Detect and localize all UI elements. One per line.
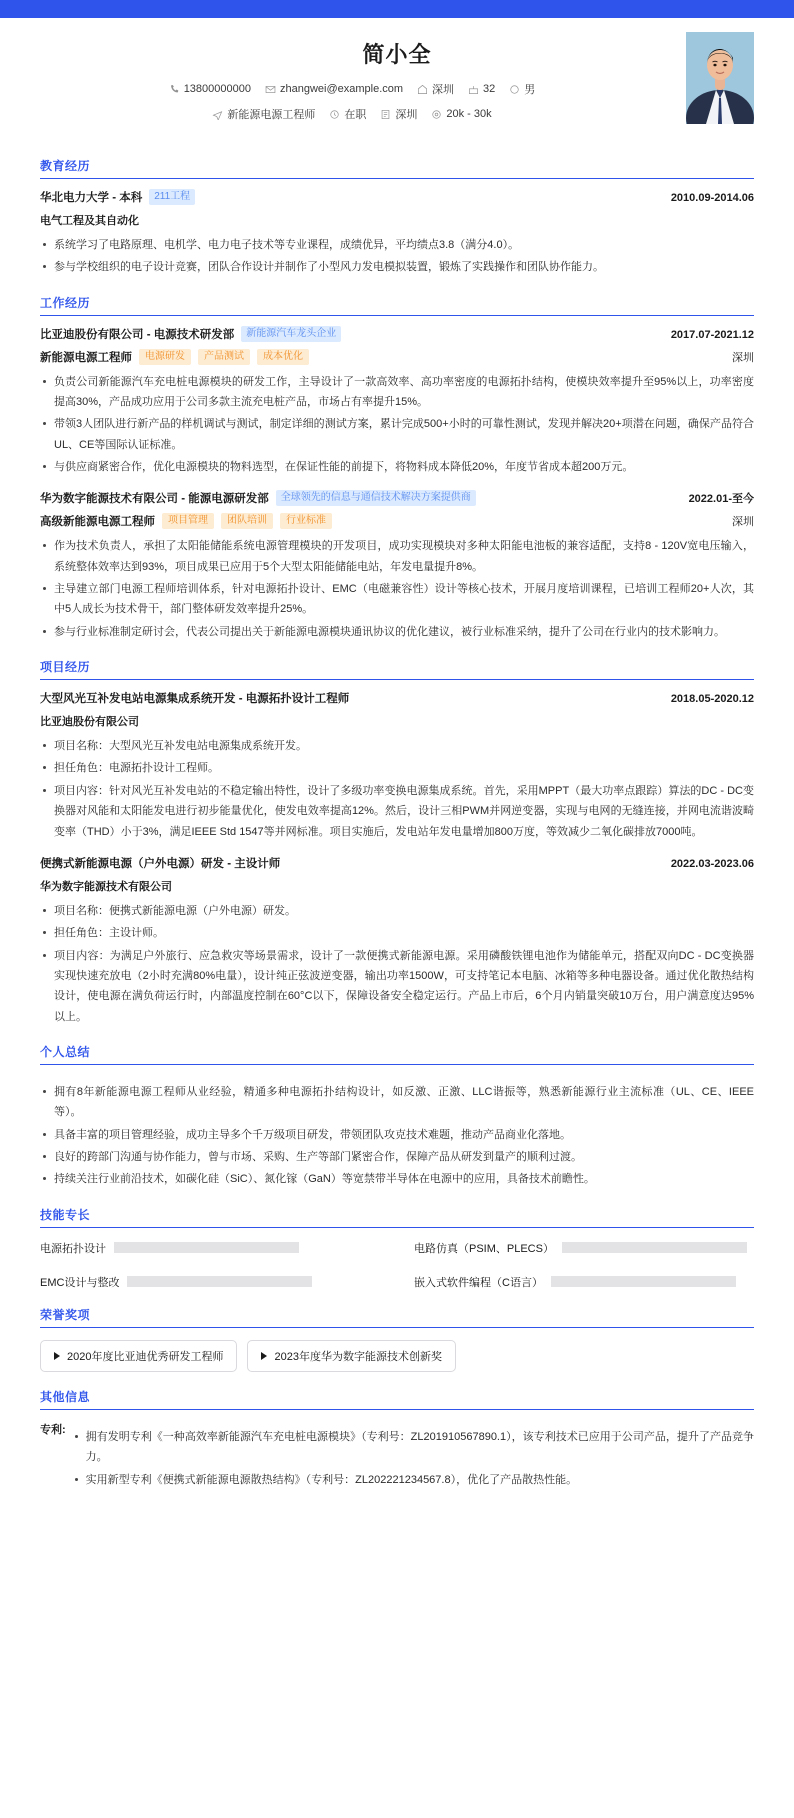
skill-item xyxy=(40,1240,380,1256)
work-location: 深圳 xyxy=(732,516,754,529)
other-info-row xyxy=(40,1410,754,1494)
list-item: 持续关注行业前沿技术，如碳化硅（SiC）、氮化镓（GaN）等宽禁带半导体在电源中的应用，具备技术前瞻性。 xyxy=(40,1169,754,1189)
skill-label: 电源拓扑设计 xyxy=(40,1242,106,1255)
job-status xyxy=(329,106,366,122)
skill-progress-track xyxy=(562,1242,747,1253)
list-item: 拥有发明专利《一种高效率新能源汽车充电桩电源模块》（专利号：ZL201910567890.1），该专利技术已应用于公司产品，提升了产品竞争力。 xyxy=(72,1427,754,1468)
work-company-tag: 新能源汽车龙头企业 xyxy=(241,326,341,342)
work-company: 华为数字能源技术有限公司 - 能源电源研发部 xyxy=(40,493,269,506)
contact-hometown-text: 深圳 xyxy=(432,84,455,96)
skill-item xyxy=(40,1274,380,1290)
phone-icon xyxy=(169,84,180,95)
list-item: 具备丰富的项目管理经验，成功主导多个千万级项目研发，带领团队攻克技术难题，推动产品商业化落地。 xyxy=(40,1125,754,1145)
contact-gender xyxy=(509,81,535,97)
project-company: 比亚迪股份有限公司 xyxy=(40,716,139,729)
award-label: 2020年度比亚迪优秀研发工程师 xyxy=(67,1350,224,1363)
section-summary xyxy=(0,1043,794,1190)
award-chip[interactable] xyxy=(40,1340,237,1372)
desired-position-text: 新能源电源工程师 xyxy=(227,109,316,121)
list-item: 主导建立部门电源工程师培训体系，针对电源拓扑设计、EMC（电磁兼容性）设计等核心技术，开展月度培训课程，已培训工程师20+人次，其中5人成长为技术骨干，部门整体研发效率提升25%。 xyxy=(40,579,754,620)
section-title-other: 其他信息 xyxy=(40,1388,754,1410)
contact-age xyxy=(468,83,495,95)
work-bullets xyxy=(40,536,754,642)
project-entry xyxy=(40,855,754,1027)
list-item: 项目内容：针对风光互补发电站的不稳定输出特性，设计了多级功率变换电源集成系统。首先，采用MPPT（最大功率点跟踪）算法的DC - DC变换器对风能和太阳能发电进行初步能量优化，使发电效率提高12%。然后，设计三相PWM并网逆变器，实现与电网的无缝连接，并网电流谐波畸变率（THD）小于3%，满足IEEE Std 1547等并网标准。项目实施后，发电站年发电量增加800万度，等效减少二氧化碳排放7000吨。 xyxy=(40,781,754,842)
cake-icon xyxy=(468,84,479,95)
list-item: 担任角色：电源拓扑设计工程师。 xyxy=(40,758,754,778)
work-skill-tag: 行业标准 xyxy=(280,513,332,529)
project-date: 2018.05-2020.12 xyxy=(670,693,754,706)
section-awards xyxy=(0,1306,794,1372)
list-item: 参与行业标准制定研讨会，代表公司提出关于新能源电源模块通讯协议的优化建议，被行业标准采纳，提升了公司在行业内的技术影响力。 xyxy=(40,622,754,642)
status-icon xyxy=(329,109,340,120)
salary-icon xyxy=(431,109,442,120)
work-date: 2022.01-至今 xyxy=(688,493,754,506)
page-title: 简小全 xyxy=(362,42,432,67)
work-skill-tag: 电源研发 xyxy=(139,349,191,365)
skill-progress-track xyxy=(114,1242,299,1253)
work-company-tag: 全球领先的信息与通信技术解决方案提供商 xyxy=(276,490,476,506)
section-title-education: 教育经历 xyxy=(40,157,754,179)
skill-label: EMC设计与整改 xyxy=(40,1276,120,1289)
home-icon xyxy=(417,84,428,95)
list-item: 实用新型专利《便携式新能源电源散热结构》（专利号：ZL202221234567.8），优化了产品散热性能。 xyxy=(72,1470,754,1490)
skill-item xyxy=(414,1240,754,1256)
project-company: 华为数字能源技术有限公司 xyxy=(40,880,172,893)
contact-age-text: 32 xyxy=(483,83,496,95)
list-item: 与供应商紧密合作，优化电源模块的物料选型，在保证性能的前提下，将物料成本降低20%，年度节省成本超200万元。 xyxy=(40,457,754,477)
work-role: 高级新能源电源工程师 xyxy=(40,516,155,529)
section-other xyxy=(0,1388,794,1494)
work-skill-tag: 项目管理 xyxy=(162,513,214,529)
expected-salary xyxy=(431,108,491,120)
desired-city xyxy=(380,106,417,122)
education-school: 华北电力大学 - 本科 xyxy=(40,192,143,204)
education-bullets xyxy=(40,235,754,278)
work-skill-tag: 团队培训 xyxy=(221,513,273,529)
project-title: 便携式新能源电源（户外电源）研发 - 主设计师 xyxy=(40,857,281,870)
desired-position xyxy=(212,106,315,122)
list-item: 带领3人团队进行新产品的样机调试与测试，制定详细的测试方案，累计完成500+小时的可靠性测试，发现并解决20+项潜在问题，确保产品符合UL、CE等国际认证标准。 xyxy=(40,414,754,455)
list-item: 项目名称：便携式新能源电源（户外电源）研发。 xyxy=(40,901,754,921)
avatar xyxy=(686,32,754,124)
play-triangle-icon xyxy=(261,1352,267,1360)
section-title-work: 工作经历 xyxy=(40,294,754,316)
work-skill-tag: 产品测试 xyxy=(198,349,250,365)
skill-label: 电路仿真（PSIM、PLECS） xyxy=(414,1242,554,1255)
skill-label: 嵌入式软件编程（C语言） xyxy=(414,1276,543,1289)
other-info-label: 专利: xyxy=(40,1423,66,1436)
contact-gender-text: 男 xyxy=(524,84,536,96)
section-title-awards: 荣誉奖项 xyxy=(40,1306,754,1328)
resume-header xyxy=(0,18,794,141)
desired-city-text: 深圳 xyxy=(395,109,418,121)
list-item: 负责公司新能源汽车充电桩电源模块的研发工作，主导设计了一款高效率、高功率密度的电源拓扑结构，使模块效率提升至95%以上，功率密度提高30%，产品成功应用于公司多款主流充电桩产品，市场占有率提升15%。 xyxy=(40,372,754,413)
city-icon xyxy=(380,109,391,120)
work-role: 新能源电源工程师 xyxy=(40,351,132,364)
education-major: 电气工程及其自动化 xyxy=(40,215,139,227)
work-entry xyxy=(40,490,754,642)
list-item: 良好的跨部门沟通与协作能力，曾与市场、采购、生产等部门紧密合作，保障产品从研发到量产的顺利过渡。 xyxy=(40,1147,754,1167)
awards-list xyxy=(40,1328,754,1372)
list-item: 参与学校组织的电子设计竞赛，团队合作设计并制作了小型风力发电模拟装置，锻炼了实践操作和团队协作能力。 xyxy=(40,257,754,277)
contact-phone xyxy=(169,83,251,95)
job-status-text: 在职 xyxy=(344,109,367,121)
mail-icon xyxy=(265,84,276,95)
section-education xyxy=(0,157,794,278)
work-location: 深圳 xyxy=(732,351,754,364)
contact-phone-text: 13800000000 xyxy=(183,83,251,95)
briefcase-icon xyxy=(212,109,223,120)
project-date: 2022.03-2023.06 xyxy=(670,857,754,870)
list-item: 拥有8年新能源电源工程师从业经验，精通多种电源拓扑结构设计，如反激、正激、LLC谐振等，熟悉新能源行业主流标准（UL、CE、IEEE等）。 xyxy=(40,1082,754,1123)
list-item: 担任角色：主设计师。 xyxy=(40,923,754,943)
project-title: 大型风光互补发电站电源集成系统开发 - 电源拓扑设计工程师 xyxy=(40,693,350,706)
other-bullets xyxy=(72,1427,754,1491)
education-entry xyxy=(40,189,754,278)
project-bullets xyxy=(40,901,754,1027)
project-entry xyxy=(40,690,754,842)
section-title-skills: 技能专长 xyxy=(40,1206,754,1228)
skills-grid xyxy=(40,1228,754,1290)
gender-icon xyxy=(509,84,520,95)
summary-bullets xyxy=(40,1082,754,1190)
section-projects xyxy=(0,658,794,1027)
work-skill-tag: 成本优化 xyxy=(257,349,309,365)
list-item: 项目内容：为满足户外旅行、应急救灾等场景需求，设计了一款便携式新能源电源。采用磷酸铁锂电池作为储能单元，搭配双向DC - DC变换器实现快速充放电（2小时充满80%电量），设计纯正弦波逆变器，输出功率1500W，可支持笔记本电脑、冰箱等多种电器设备。通过优化散热结构设计，使电源在满负荷运行时，内部温度控制在60°C以下，保障设备安全稳定运行。产品上市后，6个月内销量突破10万台，用户满意度达95%以上。 xyxy=(40,946,754,1027)
work-company: 比亚迪股份有限公司 - 电源技术研发部 xyxy=(40,328,235,341)
project-bullets xyxy=(40,736,754,842)
list-item: 项目名称：大型风光互补发电站电源集成系统开发。 xyxy=(40,736,754,756)
section-title-projects: 项目经历 xyxy=(40,658,754,680)
list-item: 作为技术负责人，承担了太阳能储能系统电源管理模块的开发项目，成功实现模块对多种太阳能电池板的兼容适配，支持8 - 120V宽电压输入，系统整体效率达到93%，项目成果已应用于5个大型太阳能储能电站，年发电量提升8%。 xyxy=(40,536,754,577)
contact-email xyxy=(265,83,403,95)
contact-row-primary xyxy=(40,81,754,97)
award-chip[interactable] xyxy=(247,1340,455,1372)
award-label: 2023年度华为数字能源技术创新奖 xyxy=(274,1350,442,1363)
section-title-summary: 个人总结 xyxy=(40,1043,754,1065)
work-entry xyxy=(40,326,754,478)
section-work xyxy=(0,294,794,642)
section-skills xyxy=(0,1206,794,1290)
skill-item xyxy=(414,1274,754,1290)
other-info-list xyxy=(72,1420,754,1494)
top-accent-bar xyxy=(0,0,794,18)
skill-progress-track xyxy=(127,1276,312,1287)
education-date: 2010.09-2014.06 xyxy=(670,192,754,204)
play-triangle-icon xyxy=(54,1352,60,1360)
contact-hometown xyxy=(417,81,454,97)
contact-row-secondary xyxy=(40,106,754,122)
list-item: 系统学习了电路原理、电机学、电力电子技术等专业课程，成绩优异，平均绩点3.8（满分4.0）。 xyxy=(40,235,754,255)
expected-salary-text: 20k - 30k xyxy=(446,108,492,120)
skill-progress-track xyxy=(551,1276,736,1287)
contact-email-text: zhangwei@example.com xyxy=(279,83,404,95)
work-date: 2017.07-2021.12 xyxy=(670,328,754,341)
education-tag: 211工程 xyxy=(149,189,195,205)
work-bullets xyxy=(40,372,754,478)
